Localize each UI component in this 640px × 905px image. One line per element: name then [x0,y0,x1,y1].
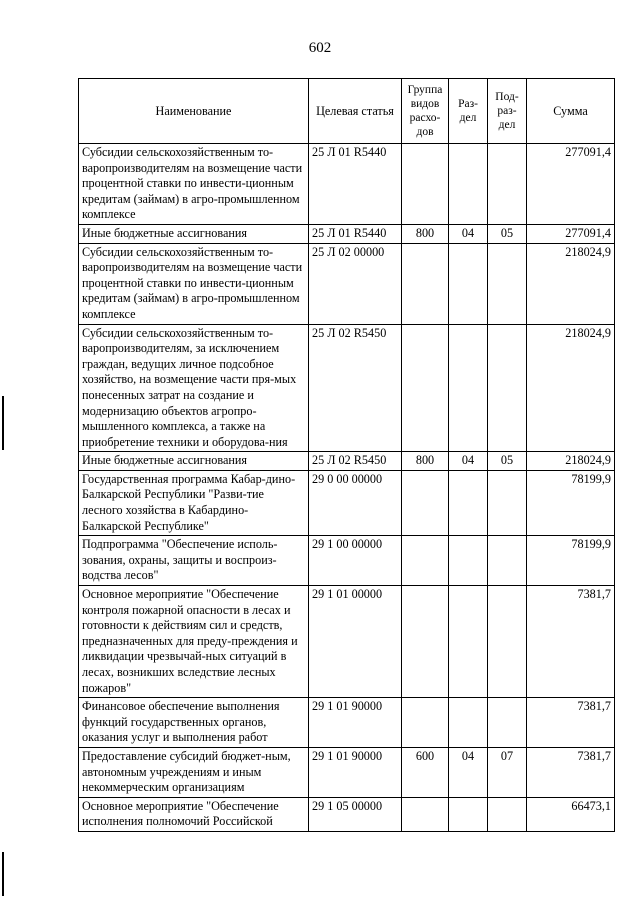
table-body [79,144,615,832]
cell-section [449,144,488,225]
cell-article: 29 0 00 00000 [309,470,402,535]
cell-sum: 277091,4 [527,224,615,243]
header-name: Наименование [79,79,309,144]
cell-name: Основное мероприятие "Обеспечение контроля пожарной опасности в лесах и готовности к действиям сил и средств, предназначенных для преду-преждения и ликвидации чрезвычай-ных ситуаций в лесах, возникших вследствие лесных пожаров" [79,586,309,698]
cell-sum: 218024,9 [527,243,615,324]
cell-section [449,586,488,698]
table-row [79,144,615,225]
cell-sum: 7381,7 [527,698,615,748]
cell-group: 600 [402,747,449,797]
cell-subsection [488,797,527,831]
cell-group [402,243,449,324]
cell-group: 800 [402,224,449,243]
cell-sum: 277091,4 [527,144,615,225]
cell-subsection [488,144,527,225]
cell-article: 25 Л 01 R5440 [309,224,402,243]
scan-edge-mark [2,396,4,450]
cell-name: Государственная программа Кабар-дино-Балкарской Республики "Разви-тие лесного хозяйства в Кабардино-Балкарской Республике" [79,470,309,535]
table-row [79,586,615,698]
cell-name: Субсидии сельскохозяйственным то-варопроизводителям, за исключением граждан, ведущих личное подсобное хозяйство, на возмещение части пря-мых понесенных затрат на создание и модернизацию объектов агропро-мышленного комплекса, а также на приобретение техники и оборудова-ния [79,324,309,452]
cell-name: Субсидии сельскохозяйственным то-варопроизводителям на возмещение части процентной ставки по инвести-ционным кредитам (займам) в агро-промышленном комплексе [79,144,309,225]
table-row [79,224,615,243]
header-subsection: Под-раз-дел [488,79,527,144]
cell-article: 29 1 05 00000 [309,797,402,831]
table-row [79,324,615,452]
cell-section [449,698,488,748]
table-row [79,536,615,586]
cell-group [402,586,449,698]
page-number: 602 [308,40,332,56]
cell-article: 25 Л 02 R5450 [309,324,402,452]
cell-section [449,470,488,535]
table-row [79,470,615,535]
cell-sum: 218024,9 [527,452,615,471]
cell-section [449,243,488,324]
table-row [79,747,615,797]
table-row [79,698,615,748]
cell-group [402,536,449,586]
cell-article: 29 1 01 90000 [309,698,402,748]
cell-sum: 66473,1 [527,797,615,831]
cell-article: 29 1 00 00000 [309,536,402,586]
cell-subsection: 07 [488,747,527,797]
cell-subsection [488,586,527,698]
cell-subsection [488,243,527,324]
cell-section: 04 [449,747,488,797]
scan-edge-mark [2,852,4,896]
header-section: Раз-дел [449,79,488,144]
cell-sum: 7381,7 [527,747,615,797]
cell-sum: 218024,9 [527,324,615,452]
header-article: Целевая статья [309,79,402,144]
cell-sum: 78199,9 [527,536,615,586]
header-sum: Сумма [527,79,615,144]
cell-name: Основное мероприятие "Обеспечение исполнения полномочий Российской [79,797,309,831]
cell-name: Подпрограмма "Обеспечение исполь-зования, охраны, защиты и воспроиз-водства лесов" [79,536,309,586]
table-header [79,79,615,144]
cell-section: 04 [449,224,488,243]
cell-subsection: 05 [488,452,527,471]
cell-section: 04 [449,452,488,471]
cell-article: 29 1 01 00000 [309,586,402,698]
cell-group [402,698,449,748]
cell-sum: 7381,7 [527,586,615,698]
cell-sum: 78199,9 [527,470,615,535]
cell-group [402,470,449,535]
cell-group [402,797,449,831]
header-group: Группа видов расхо-дов [402,79,449,144]
cell-group: 800 [402,452,449,471]
cell-subsection [488,536,527,586]
table-row [79,797,615,831]
cell-name: Субсидии сельскохозяйственным то-варопроизводителям на возмещение части процентной ставки по инвести-ционным кредитам (займам) в агро-промышленном комплексе [79,243,309,324]
cell-article: 25 Л 01 R5440 [309,144,402,225]
cell-article: 25 Л 02 R5450 [309,452,402,471]
cell-name: Иные бюджетные ассигнования [79,452,309,471]
cell-section [449,536,488,586]
cell-name: Иные бюджетные ассигнования [79,224,309,243]
cell-subsection: 05 [488,224,527,243]
cell-section [449,324,488,452]
cell-article: 29 1 01 90000 [309,747,402,797]
cell-subsection [488,470,527,535]
cell-name: Финансовое обеспечение выполнения функций государственных органов, оказания услуг и выполнения работ [79,698,309,748]
table-row [79,452,615,471]
cell-name: Предоставление субсидий бюджет-ным, автономным учреждениям и иным некоммерческим организациям [79,747,309,797]
cell-section [449,797,488,831]
cell-subsection [488,698,527,748]
table-row [79,243,615,324]
cell-subsection [488,324,527,452]
cell-article: 25 Л 02 00000 [309,243,402,324]
budget-table [78,78,615,832]
cell-group [402,144,449,225]
cell-group [402,324,449,452]
